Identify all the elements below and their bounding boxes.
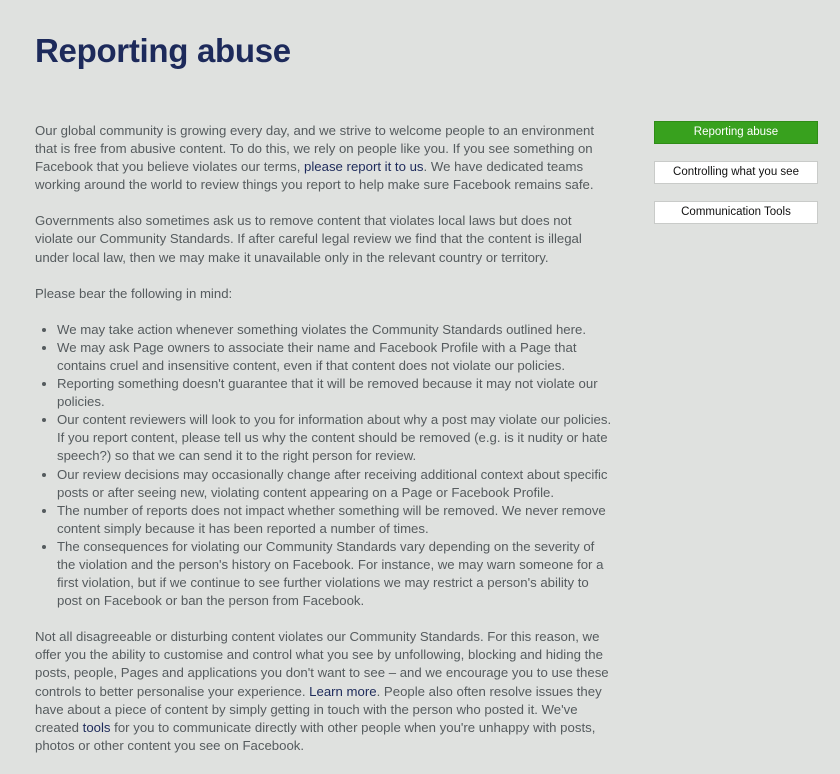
sidebar-item-reporting-abuse[interactable]: Reporting abuse xyxy=(654,121,818,144)
intro-text-before: Our global community is growing every day, and we strive to welcome people to an environment that is free from abusive content. To do this, we rely on people like you. If you see something on Facebook that you believe violates our terms, xyxy=(35,123,595,175)
governments-paragraph: Governments also sometimes ask us to remove content that violates local laws but does not violate our Community Standards. If after careful legal review we find that the content is illegal under local law, then we may make it unavailable only in the relevant country or territory. xyxy=(35,213,582,265)
intro-text-after: . We have dedicated teams working around the world to review things you report to help make sure Facebook remains safe. xyxy=(35,159,594,193)
main-content xyxy=(35,122,613,773)
sidebar-item-controlling-what-you-see[interactable]: Controlling what you see xyxy=(654,161,818,184)
sidebar-item-communication-tools[interactable]: Communication Tools xyxy=(654,201,818,224)
learn-more-link[interactable]: Learn more xyxy=(309,683,377,699)
list-item: • Our review decisions may occasionally change after receiving additional context about specific posts or after seeing new, violating content appearing on a Page or Facebook Profile. xyxy=(57,466,613,502)
list-item: • We may take action whenever something violates the Community Standards outlined here. xyxy=(57,321,613,339)
list-item: • Our content reviewers will look to you for information about why a post may violate our policies. If you report content, please tell us why the content should be removed (e.g. is it nudity or hate speech?) so that we can send it to the right person for review. xyxy=(57,411,613,465)
list-item: • The number of reports does not impact whether something will be removed. We never remove content simply because it has been reported a number of times. xyxy=(57,502,613,538)
tools-link[interactable]: tools xyxy=(82,719,111,735)
closing-text-2: . People also often resolve issues they have about a piece of content by simply getting in touch with the person who posted it. We've created xyxy=(35,683,602,735)
bear-in-mind-text: Please bear the following in mind: xyxy=(35,285,233,301)
page-title: Reporting abuse xyxy=(35,32,291,69)
report-link[interactable]: please report it to us xyxy=(304,159,424,175)
list-item: • We may ask Page owners to associate their name and Facebook Profile with a Page that contains cruel and insensitive content, even if that content does not violate our policies. xyxy=(57,339,613,375)
closing-paragraph xyxy=(35,628,613,755)
list-item: • Reporting something doesn't guarantee that it will be removed because it may not violate our policies. xyxy=(57,375,613,411)
sidebar-nav xyxy=(654,121,818,241)
guidelines-list xyxy=(35,321,613,611)
closing-text-1: Not all disagreeable or disturbing content violates our Community Standards. For this reason, we offer you the ability to customise and control what you see by unfollowing, blocking and hiding the posts, people, Pages and applications you don't want to see – and we encourage you to use these controls to better personalise your experience. xyxy=(35,629,609,699)
closing-text-3: for you to communicate directly with other people when you're unhappy with posts, photos or other content you see on Facebook. xyxy=(35,719,596,753)
list-item: • The consequences for violating our Community Standards vary depending on the severity of the violation and the person's history on Facebook. For instance, we may warn someone for a first violation, but if we continue to see further violations we may restrict a person's ability to post on Facebook or ban the person from Facebook. xyxy=(57,538,613,610)
intro-paragraph xyxy=(35,122,613,194)
